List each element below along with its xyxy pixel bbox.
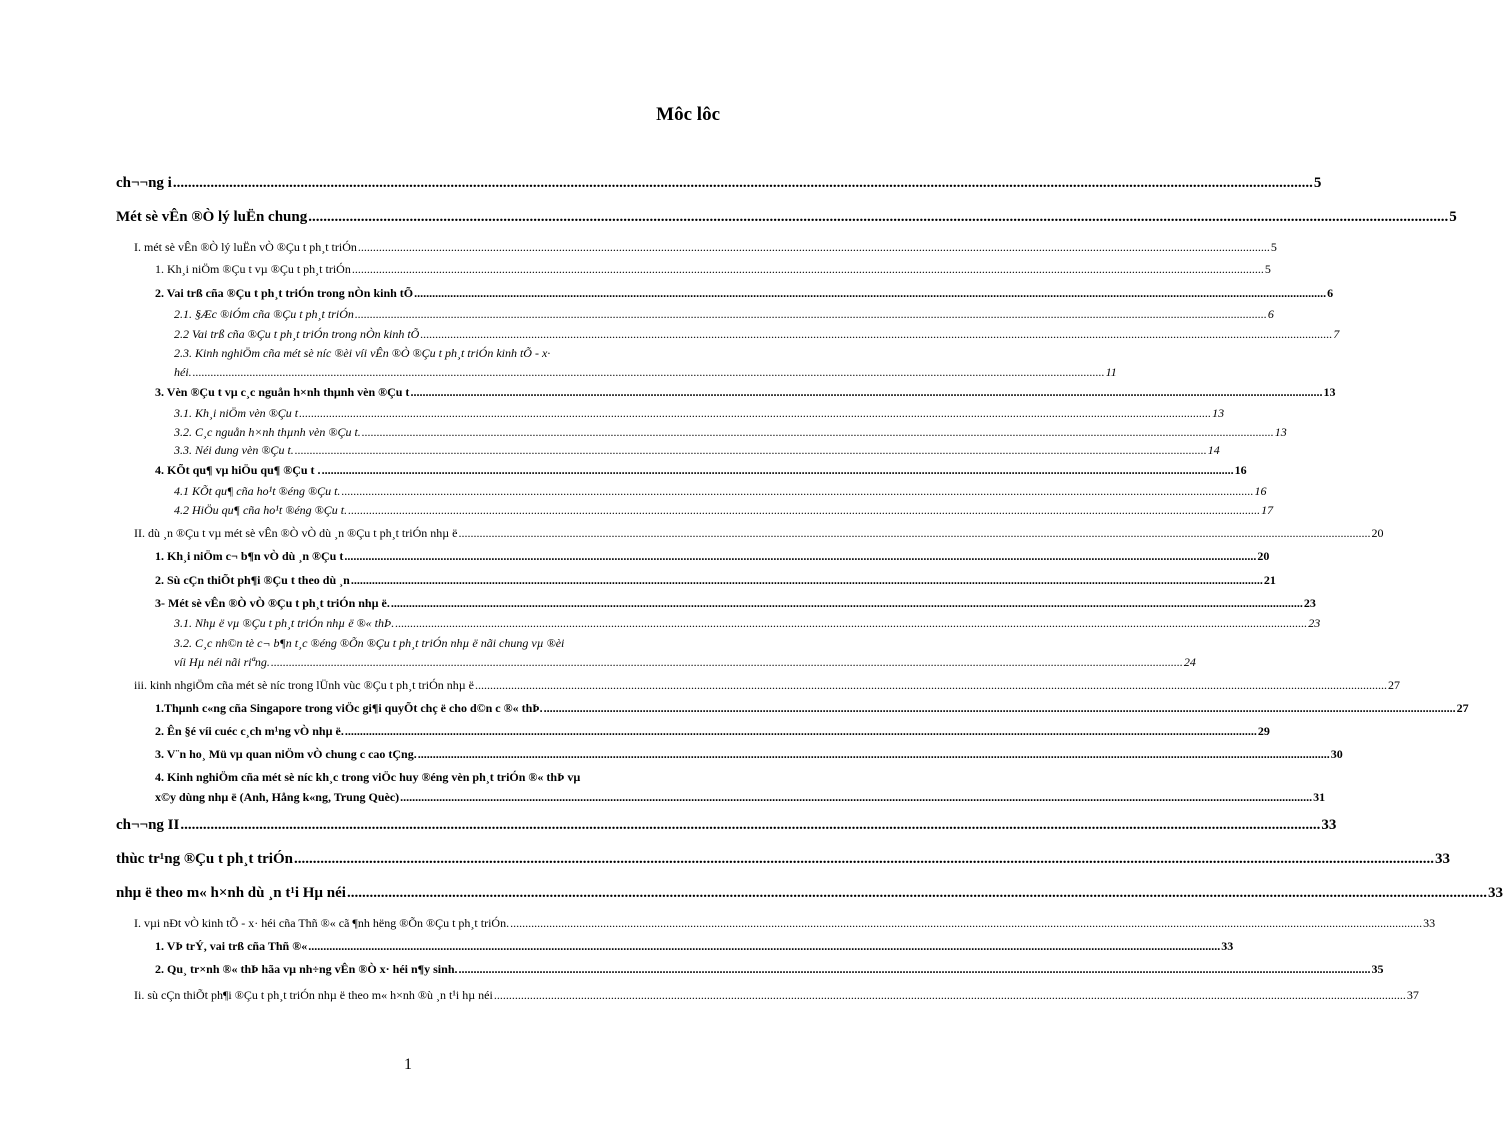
toc-entry-item[interactable]: 3.1. Kh¸i niÖm vèn ®Çu t ..... 13: [174, 406, 720, 421]
toc-leader-dots: [362, 425, 1274, 440]
toc-entry-subsection[interactable]: 1.Thµnh c«ng cña Singapore trong viÖc gi¶i quyÕt chç ë cho d©n c ®« thÞ. ..... 27: [155, 701, 720, 716]
toc-leader-dots: [294, 851, 1434, 868]
toc-entry-section[interactable]: I. mét sè vÊn ®Ò lý luËn vÒ ®Çu t ph¸t triÓn ..... 5: [134, 240, 720, 255]
toc-entry-subsection[interactable]: 2. Ên §é víi cuéc c¸ch m¹ng vÒ nhµ ë. ..... 29: [155, 724, 720, 739]
toc-entry-item[interactable]: 3.1. Nhµ ë vµ ®Çu t ph¸t triÓn nhµ ë ®« thÞ. ..... 23: [174, 616, 720, 631]
toc-entry-subsection[interactable]: 1. Kh¸i niÖm ®Çu t vµ ®Çu t ph¸t triÓn ..... 5: [155, 262, 720, 277]
toc-entry-subsection[interactable]: 3- Mét sè vÊn ®Ò vÒ ®Çu t ph¸t triÓn nhµ ë. ..... 23: [155, 596, 720, 611]
toc-leader-dots: [308, 939, 1220, 954]
toc-entry-section[interactable]: I. vµi nÐt vÒ kinh tÕ - x· héi cña Thñ ®« cã ¶nh hëng ®Õn ®Çu t ph¸t triÓn. ..... 33: [134, 916, 720, 931]
toc-entry-item[interactable]: 4.2 HiÖu qu¶ cña ho¹t ®éng ®Çu t. ..... 17: [174, 503, 720, 518]
toc-leader-dots: [352, 262, 1264, 277]
toc-leader-dots: [475, 678, 1387, 693]
toc-entry-item[interactable]: 2.1. §Æc ®iÓm cña ®Çu t ph¸t triÓn ..... 6: [174, 307, 720, 322]
toc-entry-chapter[interactable]: ch¬¬ng II ..... 33: [116, 817, 720, 834]
toc-entry-item-continued[interactable]: víi Hµ néi nãi riªng. ..... 24: [174, 655, 720, 670]
toc-entry-subsection[interactable]: 2. Qu¸ tr×nh ®« thÞ hãa vµ nh÷ng vÊn ®Ò x· héi n¶y sinh. ..... 35: [155, 962, 720, 977]
toc-leader-dots: [391, 596, 1303, 611]
toc-leader-dots: [494, 988, 1406, 1003]
toc-leader-dots: [308, 209, 1448, 226]
toc-entry-subsection-continued[interactable]: x©y dùng nhµ ë (Anh, Hång k«ng, Trung Quèc) ..... 31: [155, 790, 720, 805]
toc-entry-subsection[interactable]: 3. V¨n ho¸ Mü vµ quan niÖm vÒ chung c cao tÇng. ..... 30: [155, 747, 720, 762]
toc-entry-subsection[interactable]: 3. Vèn ®Çu t vµ c¸c nguån h×nh thµnh vèn ®Çu t ..... 13: [155, 385, 720, 400]
toc-leader-dots: [414, 286, 1326, 301]
toc-entry-chapter[interactable]: ch¬¬ng i ..... 5: [116, 175, 720, 192]
toc-leader-dots: [420, 327, 1332, 342]
toc-entry-chapter[interactable]: thùc tr¹ng ®Çu t ph¸t triÓn ..... 33: [116, 851, 720, 868]
toc-leader-dots: [299, 406, 1211, 421]
toc-leader-dots: [193, 365, 1105, 380]
toc-leader-dots: [345, 724, 1257, 739]
toc-entry-section[interactable]: II. dù ¸n ®Çu t vµ mét sè vÊn ®Ò vÒ dù ¸n ®Çu t ph¸t triÓn nhµ ë ..... 20: [134, 526, 720, 541]
toc-entry-subsection[interactable]: 1. Kh¸i niÖm c¬ b¶n vÒ dù ¸n ®Çu t ..... 20: [155, 549, 720, 564]
toc-leader-dots: [295, 443, 1207, 458]
toc-leader-dots: [173, 175, 1313, 192]
toc-leader-dots: [347, 885, 1487, 902]
toc-entry-subsection[interactable]: 4. Kinh nghiÖm cña mét sè níc kh¸c trong viÖc huy ®éng vèn ph¸t triÓn ®« thÞ vµ: [155, 770, 581, 784]
toc-entry-subsection[interactable]: 4. KÕt qu¶ vµ hiÖu qu¶ ®Çu t . ..... 16: [155, 463, 720, 478]
toc-entry-subsection[interactable]: 2. Sù cÇn thiÕt ph¶i ®Çu t theo dù ¸n ..... 21: [155, 573, 720, 588]
toc-leader-dots: [544, 701, 1456, 716]
toc-entry-chapter[interactable]: nhµ ë theo m« h×nh dù ¸n t¹i Hµ néi ..... 33: [116, 885, 720, 902]
toc-entry-item[interactable]: 3.2. C¸c nguån h×nh thµnh vèn ®Çu t. ..... 13: [174, 425, 720, 440]
toc-leader-dots: [458, 526, 1370, 541]
toc-leader-dots: [410, 385, 1322, 400]
toc-leader-dots: [459, 962, 1371, 977]
toc-entry-item-continued[interactable]: héi. ..... 11: [174, 365, 720, 380]
toc-leader-dots: [180, 817, 1320, 834]
toc-leader-dots: [355, 307, 1267, 322]
toc-leader-dots: [322, 463, 1234, 478]
toc-entry-item[interactable]: 3.3. Néi dung vèn ®Çu t. ..... 14: [174, 443, 720, 458]
toc-leader-dots: [395, 616, 1307, 631]
toc-entry-subsection[interactable]: 2. Vai trß cña ®Çu t ph¸t triÓn trong nÒn kinh tÕ ..... 6: [155, 286, 720, 301]
toc-entry-item[interactable]: 4.1 KÕt qu¶ cña ho¹t ®éng ®Çu t. ..... 16: [174, 484, 720, 499]
page-number: 1: [404, 1056, 412, 1073]
toc-entry-item[interactable]: 2.3. Kinh nghiÖm cña mét sè níc ®èi víi vÊn ®Ò ®Çu t ph¸t triÓn kinh tÕ - x·: [174, 346, 551, 360]
toc-entry-item[interactable]: 3.2. C¸c nh©n tè c¬ b¶n t¸c ®éng ®Õn ®Çu t ph¸t triÓn nhµ ë nãi chung vµ ®èi: [174, 636, 565, 650]
toc-leader-dots: [348, 503, 1260, 518]
toc-leader-dots: [271, 655, 1183, 670]
toc-entry-subsection[interactable]: 1. VÞ trÝ, vai trß cña Thñ ®« ..... 33: [155, 939, 720, 954]
toc-leader-dots: [358, 240, 1270, 255]
toc-leader-dots: [351, 573, 1263, 588]
toc-entry-section[interactable]: Ii. sù cÇn thiÕt ph¶i ®Çu t ph¸t triÓn nhµ ë theo m« h×nh ®ù ¸n t¹i hµ néi ..... 37: [134, 988, 720, 1003]
page-title: Môc lôc: [656, 104, 720, 125]
toc-entry-chapter[interactable]: Mét sè vÊn ®Ò lý luËn chung ..... 5: [116, 209, 720, 226]
toc-leader-dots: [418, 747, 1330, 762]
toc-entry-section[interactable]: iii. kinh nhgiÖm cña mét sè níc trong lÜnh vùc ®Çu t ph¸t triÓn nhµ ë ..... 27: [134, 678, 720, 693]
toc-entry-item[interactable]: 2.2 Vai trß cña ®Çu t ph¸t triÓn trong nÒn kinh tÕ ..... 7: [174, 327, 720, 342]
toc-leader-dots: [510, 916, 1422, 931]
toc-leader-dots: [344, 549, 1256, 564]
toc-leader-dots: [400, 790, 1312, 805]
toc-leader-dots: [341, 484, 1253, 499]
